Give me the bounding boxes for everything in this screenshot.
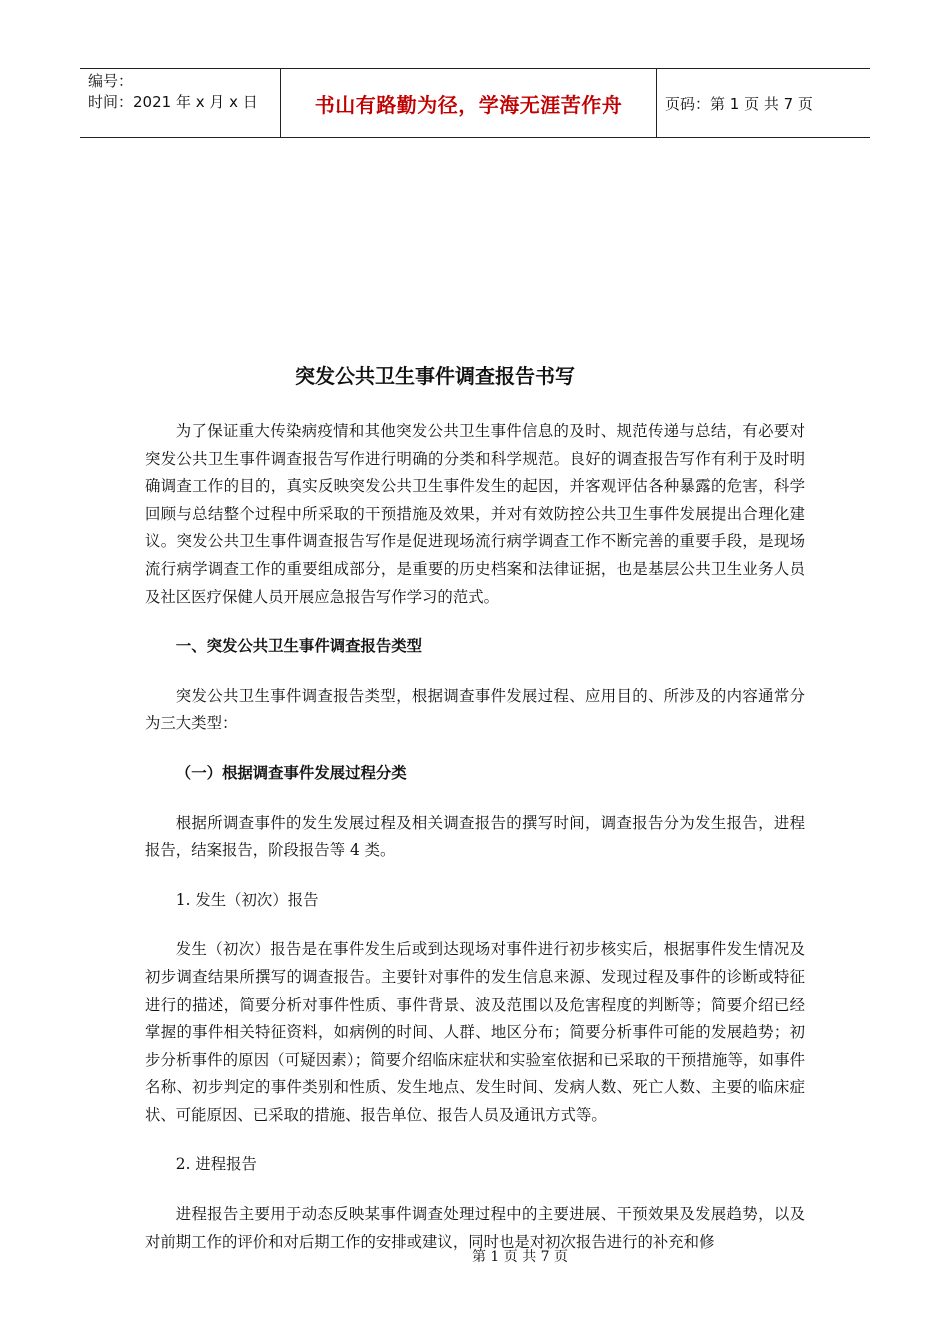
- item1-paragraph: 发生（初次）报告是在事件发生后或到达现场对事件进行初步核实后，根据事件发生情况及初步调查结果所撰写的调查报告。主要针对事件的发生信息来源、发现过程及事件的诊断或特征进行的描述，简要分析对事件性质、事件背景、波及范围以及危害程度的判断等；简要介绍已经掌握的事件相关特征资料，如病例的时间、人群、地区分布；简要分析事件可能的发展趋势；初步分析事件的原因（可疑因素）；简要介绍临床症状和实验室依据和已采取的干预措施等，如事件名称、初步判定的事件类别和性质、发生地点、发生时间、发病人数、死亡人数、主要的临床症状、可能原因、已采取的措施、报告单位、报告人员及通讯方式等。: [145, 940, 805, 1124]
- item2-paragraph: 进程报告主要用于动态反映某事件调查处理过程中的主要进展、干预效果及发展趋势，以及对前期工作的评价和对后期工作的安排或建议，同时也是对初次报告进行的补充和修: [145, 1205, 805, 1251]
- document-title: 突发公共卫生事件调查报告书写: [295, 364, 575, 388]
- motto: 书山有路勤为径，学海无涯苦作舟: [280, 69, 657, 137]
- intro-paragraph: 为了保证重大传染病疫情和其他突发公共卫生事件信息的及时、规范传递与总结，有必要对突发公共卫生事件调查报告写作进行明确的分类和科学规范。良好的调查报告写作有利于及时明确调查工作的目的，真实反映突发公共卫生事件发生的起因，并客观评估各种暴露的危害，科学回顾与总结整个过程中所采取的干预措施及效果，并对有效防控公共卫生事件发展提出合理化建议。突发公共卫生事件调查报告写作是促进现场流行病学调查工作不断完善的重要手段，是现场流行病学调查工作的重要组成部分，是重要的历史档案和法律证据，也是基层公共卫生业务人员及社区医疗保健人员开展应急报告写作学习的范式。: [145, 422, 805, 606]
- document-body: [145, 418, 805, 1256]
- header-table: [80, 68, 870, 138]
- item2-heading: 2. 进程报告: [175, 1155, 257, 1174]
- subsection1-heading: （一）根据调查事件发展过程分类: [175, 763, 407, 782]
- time-label: 时间：2021 年 x 月 x 日: [88, 93, 258, 111]
- section1-heading: 一、突发公共卫生事件调查报告类型: [175, 637, 423, 656]
- section1-paragraph: 突发公共卫生事件调查报告类型，根据调查事件发展过程、应用目的、所涉及的内容通常分为三大类型：: [145, 686, 805, 733]
- item1-heading: 1. 发生（初次）报告: [175, 890, 319, 909]
- page-info: 页码：第 1 页 共 7 页: [665, 94, 813, 113]
- number-label: 编号：: [88, 72, 134, 90]
- page-footer: 第 1 页 共 7 页: [471, 1249, 569, 1265]
- header-left-cell: [80, 69, 280, 137]
- subsection1-paragraph: 根据所调查事件的发生发展过程及相关调查报告的撰写时间，调查报告分为发生报告，进程报告，结案报告，阶段报告等 4 类。: [145, 813, 805, 860]
